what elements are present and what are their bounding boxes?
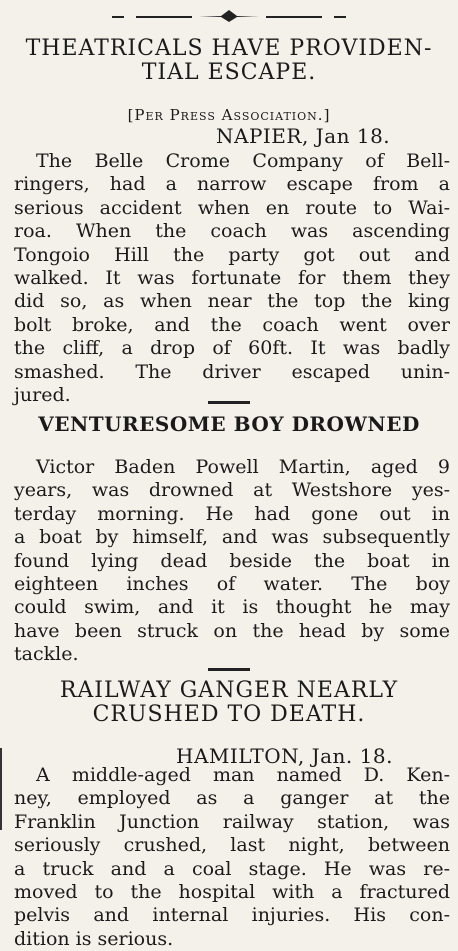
- ornament-icon: [199, 9, 259, 23]
- headline-line-2: TIAL ESCAPE.: [141, 60, 317, 85]
- margin-bar: [0, 748, 2, 830]
- headline-boy-drowned: VENTURESOME BOY DROWNED: [38, 412, 420, 436]
- headline-line-1: THEATRICALS HAVE PROVIDEN-: [25, 36, 433, 61]
- body-line: seriously crushed, last night, between: [14, 834, 450, 857]
- body-line: pelvis and internal injuries. His con-: [14, 904, 450, 927]
- body-line: ney, employed as a ganger at the: [14, 787, 450, 810]
- press-credit: [Per Press Association.]: [127, 106, 331, 124]
- section-divider: [208, 668, 250, 671]
- body-line: dition is serious.: [14, 927, 174, 950]
- dateline-napier: NAPIER, Jan 18.: [216, 124, 391, 148]
- body-line: did so, as when near the top the king: [14, 290, 450, 313]
- body-line: smashed. The driver escaped unin-: [14, 360, 450, 383]
- body-line: The Belle Crome Company of Bell-: [36, 150, 450, 172]
- body-line: eighteen inches of water. The boy: [14, 573, 450, 596]
- body-line: moved to the hospital with a fractured: [14, 881, 450, 904]
- headline-line-1: RAILWAY GANGER NEARLY: [59, 678, 399, 703]
- article-body-2: [14, 456, 450, 667]
- body-line: serious accident when en route to Wai-: [14, 196, 450, 219]
- body-line: Tongoio Hill the party got out and: [14, 243, 450, 266]
- body-line: roa. When the coach was ascending: [14, 220, 450, 243]
- body-line: tackle.: [14, 643, 79, 666]
- section-divider: [208, 401, 250, 404]
- body-line: walked. It was fortunate for them they: [14, 267, 450, 290]
- body-line: a boat by himself, and was subsequently: [14, 526, 450, 549]
- body-line: Victor Baden Powell Martin, aged 9: [36, 456, 450, 478]
- body-line: bolt broke, and the coach went over: [14, 313, 450, 336]
- article-body-1: [14, 150, 450, 407]
- body-line: could swim, and it is thought he may: [14, 596, 450, 619]
- body-line: found lying dead beside the boat in: [14, 549, 450, 572]
- headline-line-2: CRUSHED TO DEATH.: [92, 702, 366, 727]
- dateline-hamilton: HAMILTON, Jan. 18.: [176, 744, 393, 768]
- body-line: jured.: [14, 384, 71, 407]
- body-line: terday morning. He had gone out in: [14, 502, 450, 525]
- body-line: a truck and a coal stage. He was re-: [14, 857, 450, 880]
- body-line: Franklin Junction railway station, was: [14, 810, 450, 833]
- body-line: ringers, had a narrow escape from a: [14, 173, 450, 196]
- body-line: A middle-aged man named D. Ken-: [36, 764, 450, 786]
- body-line: have been struck on the head by some: [14, 619, 450, 642]
- body-line: the cliff, a drop of 60ft. It was badly: [14, 337, 450, 360]
- article-body-3: [14, 764, 450, 951]
- body-line: years, was drowned at Westshore yes-: [14, 479, 450, 502]
